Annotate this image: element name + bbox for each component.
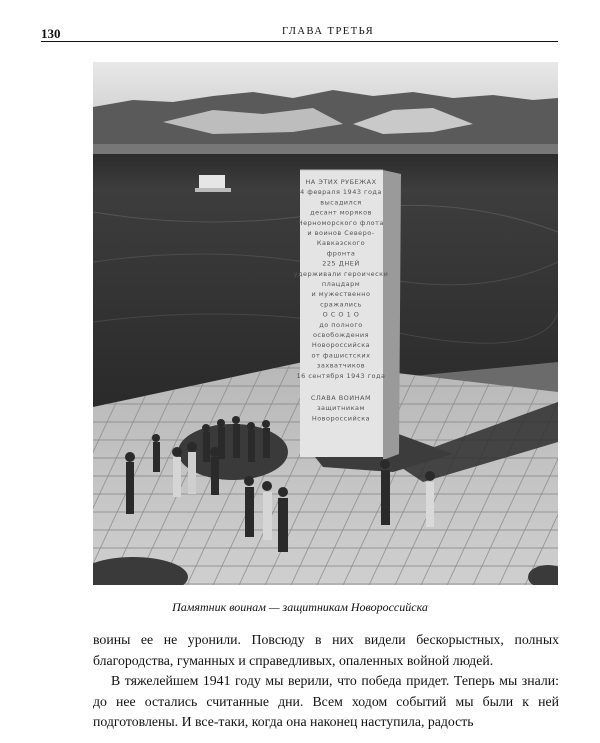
inscription-line: 225 ДНЕЙ: [322, 259, 360, 268]
paragraph-2: В тяжелейшем 1941 году мы верили, что победа придет. Теперь мы знали: до нее остались считанные дни. Всем ходом событий мы были к ней подготовлены. И все-таки, когда она наконец наступила, радость: [93, 673, 559, 729]
inscription-line: удерживали героически: [293, 269, 389, 278]
running-head: ГЛАВА ТРЕТЬЯ: [282, 26, 375, 37]
header-rule: [41, 41, 558, 42]
paragraph-1: воины ее не уронили. Повсюду в них видели бескорыстных, полных благородства, гуманных и справедливых, опаленных войной людей.: [93, 632, 559, 668]
inscription-line: НА ЭТИХ РУБЕЖАХ: [305, 178, 377, 186]
body-text: [93, 630, 559, 733]
inscription-line: фронта: [326, 249, 356, 258]
monument-photo: [93, 62, 558, 585]
inscription-line: до полного: [319, 320, 363, 329]
shore-building: [199, 175, 225, 189]
figure-caption: Памятник воинам — защитникам Новороссийска: [172, 600, 428, 614]
inscription-line: и воинов Северо-: [307, 229, 375, 237]
inscription-line: сражались: [320, 300, 362, 309]
inscription-line: освобождения: [312, 331, 370, 339]
inscription-line: Новороссийска: [311, 341, 371, 350]
inscription-line: и мужественно: [311, 290, 371, 299]
inscription-line: плацдарм: [321, 280, 361, 288]
page-number: 130: [41, 26, 61, 41]
inscription-line: Новороссийска: [311, 414, 371, 423]
inscription-line: Кавказского: [316, 239, 366, 248]
inscription-line: захватчиков: [316, 361, 366, 370]
inscription-line: десант моряков: [310, 208, 372, 217]
inscription-line: Черноморского флота: [298, 218, 384, 227]
inscription-line: О С О 1 О: [322, 310, 360, 319]
inscription-line: высадился: [320, 198, 362, 207]
inscription-line: 4 февраля 1943 года: [300, 188, 382, 197]
inscription-line: СЛАВА ВОИНАМ: [310, 394, 372, 402]
inscription-line: защитникам: [317, 404, 365, 413]
inscription-line: 16 сентября 1943 года: [296, 371, 386, 380]
inscription-line: от фашистских: [311, 351, 371, 360]
